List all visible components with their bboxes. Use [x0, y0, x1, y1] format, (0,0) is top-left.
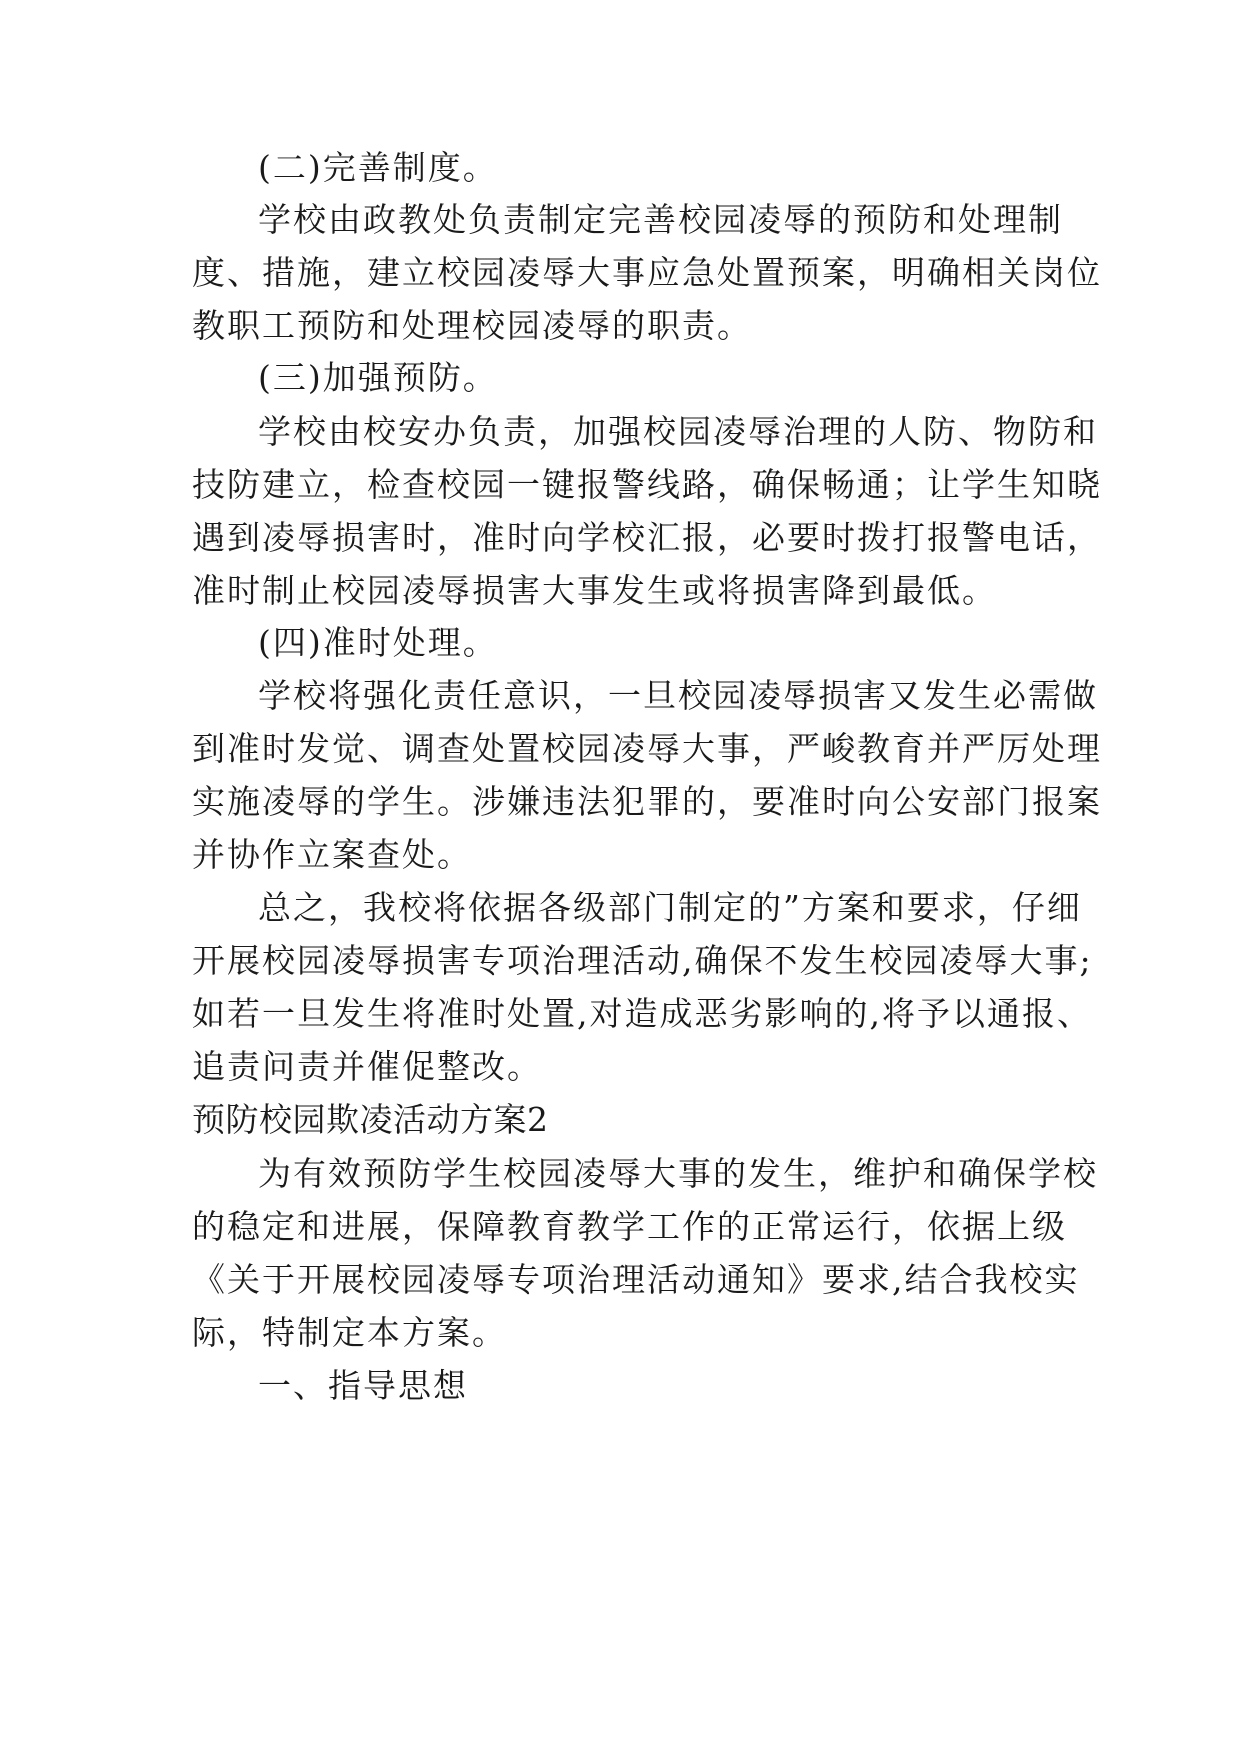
document-title: 预防校园欺凌活动方案2 — [192, 1100, 549, 1139]
paragraph-line: 到准时发觉、调查处置校园凌辱大事，严峻教育并严厉处理 — [192, 729, 1102, 768]
paragraph-line: 实施凌辱的学生。涉嫌违法犯罪的，要准时向公安部门报案 — [192, 782, 1102, 821]
paragraph-line: 学校由政教处负责制定完善校园凌辱的预防和处理制 — [258, 200, 1063, 239]
paragraph-line: 准时制止校园凌辱损害大事发生或将损害降到最低。 — [192, 571, 997, 610]
paragraph-line: 学校由校安办负责，加强校园凌辱治理的人防、物防和 — [258, 412, 1098, 451]
paragraph-line: 为有效预防学生校园凌辱大事的发生，维护和确保学校 — [258, 1154, 1098, 1193]
paragraph-line: 学校将强化责任意识，一旦校园凌辱损害又发生必需做 — [258, 676, 1098, 715]
paragraph-line: 如若一旦发生将准时处置,对造成恶劣影响的,将予以通报、 — [192, 994, 1092, 1033]
paragraph-line: 《关于开展校园凌辱专项治理活动通知》要求,结合我校实 — [192, 1260, 1080, 1299]
paragraph-line: 际，特制定本方案。 — [192, 1313, 507, 1352]
paragraph-line: 追责问责并催促整改。 — [192, 1047, 542, 1086]
paragraph-line: 并协作立案查处。 — [192, 835, 472, 874]
paragraph-line: 总之，我校将依据各级部门制定的”方案和要求，仔细 — [258, 888, 1082, 927]
paragraph-line: 教职工预防和处理校园凌辱的职责。 — [192, 306, 752, 345]
section-heading-strengthen-prevention: (三)加强预防。 — [258, 358, 498, 397]
paragraph-line: 技防建立，检查校园一键报警线路，确保畅通；让学生知晓 — [192, 465, 1102, 504]
section-heading-guiding-ideology: 一、指导思想 — [258, 1366, 468, 1405]
paragraph-line: 开展校园凌辱损害专项治理活动,确保不发生校园凌辱大事; — [192, 941, 1093, 980]
paragraph-line: 遇到凌辱损害时，准时向学校汇报，必要时拨打报警电话， — [192, 518, 1102, 557]
section-heading-timely-handling: (四)准时处理。 — [258, 623, 498, 662]
paragraph-line: 的稳定和进展，保障教育教学工作的正常运行，依据上级 — [192, 1207, 1067, 1246]
paragraph-line: 度、措施，建立校园凌辱大事应急处置预案，明确相关岗位 — [192, 253, 1102, 292]
section-heading-improve-system: (二)完善制度。 — [258, 148, 498, 187]
